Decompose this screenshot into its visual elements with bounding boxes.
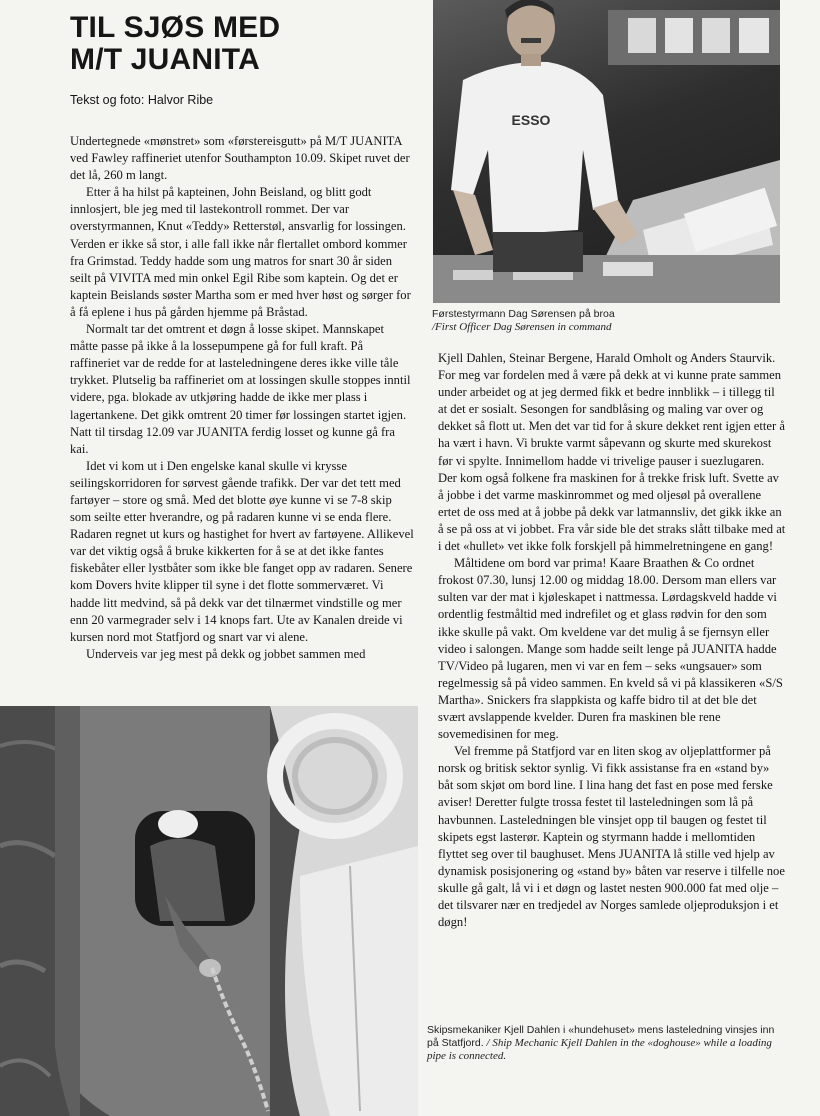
paragraph: Underveis var jeg mest på dekk og jobbet sammen med [86, 646, 366, 661]
caption-english: / Ship Mechanic Kjell Dahlen in the «doghouse» while a loading pipe is connected. [427, 1037, 772, 1062]
paragraph: Idet vi kom ut i Den engelske kanal skulle vi krysse seilingskorridoren for sørvest gående trafikk. Der var det tett med fartøyer – store og små. Med det blotte øye kunne vi se 7-8 skip som seilte etter hverandre, og på radaren kunne vi se enda flere. Radaren regnet ut kurs og hastighet for hvert av fartøyene. Allikevel var det viktig også å bruke kikkerten for å se at det ikke fantes fiskebåter eller lystbåter som ikke ble fanget opp av radaren. Senere kom Dovers hvite klipper til syne i det flotte sommerværet. Vi hadde litt medvind, så på dekk var det tilnærmet vindstille og mer enn 20 varmegrader selv i 14 knops fart. Ute av Kanalen dreide vi kursen nord mot Statfjord og snart var vi alene. [70, 458, 414, 644]
byline: Tekst og foto: Halvor Ribe [70, 93, 214, 107]
paragraph: Etter å ha hilst på kapteinen, John Beisland, og blitt godt innlosjert, ble jeg med til lastekontroll rommet. Der var overstyrmannen, Knut «Teddy» Retterstøl, ansvarlig for lossingen. Verden er ikke så stor, i alle fall ikke når flertallet ombord kommer fra Grimstad. Teddy hadde som ung matros for snart 30 år siden seilt på VIVITA med min onkel Egil Ribe som kaptein. Og det er kaptein Beislands søster Martha som er med hver høst og sørger for å få eplene i hus på gården hjemme på Bråstad. [70, 185, 411, 319]
photo-ship-mechanic-illustration [0, 706, 418, 1116]
caption-english: /First Officer Dag Sørensen in command [432, 321, 612, 333]
article-column-2 [438, 350, 786, 931]
photo-first-officer [433, 0, 780, 303]
article-title [70, 12, 430, 76]
paragraph: Måltidene om bord var prima! Kaare Braathen & Co ordnet frokost 07.30, lunsj 12.00 og middag 18.00. Dersom man ellers var sulten var der mat i kjøleskapet i nattmessa. Lørdagskveld hadde vi ordentlig festmåltid med indrefilet og et glass rødvin for den som ikke skulle på vakt. Om kveldene var det mulig å se fjernsyn eller video i salongen. Mange som hadde seilt lenge på JUANITA hadde TV/Video på lugaren, men vi var en fem – seks «ungsauer» som regelmessig så på video sammen. En kveld så vi på klassikeren «S/S Martha». Snickers fra slappkista og kaffe bidro til at det ble det svært avslappende kvelder. Duren fra maskinen ble rene sovemedisinen for meg. [438, 556, 783, 742]
caption-first-officer [432, 308, 792, 334]
article-column-1 [70, 133, 415, 663]
caption-ship-mechanic [427, 1024, 787, 1063]
caption-norwegian: Førstestyrmann Dag Sørensen på broa [432, 308, 615, 320]
title-line-1: TIL SJØS MED [70, 11, 281, 44]
shirt-logo-text: ESSO [511, 112, 551, 128]
photo-ship-mechanic [0, 706, 418, 1116]
paragraph: Vel fremme på Statfjord var en liten skog av oljeplattformer på norsk og britisk sektor synlig. Vi fikk assistanse fra en «stand by» båt som skjøt om bord line. I lina hang det fast en pose med ferske aviser! Deretter fulgte trossa festet til lasteledningen som lå på havbunnen. Lasteledningen ble vinsjet opp til baugen og festet til skipets egst lasterør. Kaptein og styrmann hadde i mellomtiden flyttet seg over til baughuset. Mens JUANITA lå stille ved hjelp av dynamisk posisjonering og «stand by» båten var reserve i tilfelle noe skulle gå galt, lå vi i et døgn og lastet nesten 900.000 fat med olje – det tilsvarer nær en tredjedel av Norges samlede oljeproduksjon i et døgn! [438, 744, 785, 930]
title-line-2: M/T JUANITA [70, 43, 260, 76]
paragraph: Normalt tar det omtrent et døgn å losse skipet. Mannskapet måtte passe på ikke å la lossepumpene gå for full kraft. På raffineriet var de redde for at lasteledningene deres ikke ville tåle trykket. Plutselig ba raffineriet om at lossingen skulle stoppes inntil videre, pga. blokade av utkjøring hadde de ikke mer plass i lagertankene. Det gikk omtrent 20 timer før lossingen startet igjen. Natt til tirsdag 12.09 var JUANITA ferdig losset og kunne gå fra kai. [70, 322, 411, 456]
photo-first-officer-illustration [433, 0, 780, 303]
caption-norwegian: Skipsmekaniker Kjell Dahlen i «hundehuset» mens lasteledning vinsjes inn på Statfjord. [427, 1024, 775, 1049]
paragraph: Kjell Dahlen, Steinar Bergene, Harald Omholt og Anders Staurvik. For meg var fordelen med å være på dekk at vi kunne prate sammen under arbeidet og at jeg dermed fikk et bedre innblikk – i tillegg til at det er sosialt. Sesongen for sandblåsing og maling var over og dekket så flott ut. Men det var tid for å skure dekket rent igjen etter å ha vært i havn. Vi brukte varmt såpevann og skurte med skurekost før vi spylte. Innimellom hadde vi trivelige pauser i suezlugaren. Der kom også folkene fra maskinen for å trekke frisk luft. Svette av å jobbe i det varme maskinrommet og med oljesøl på overallene ertet de oss med at å jobbe på dekk var latmannsliv, det gikk ikke an å se på oss at vi jobbet. Fra vår side ble det straks slått tilbake med at i det «hullet» vet ikke folk forskjell på himmelretningene en gang! [438, 351, 786, 554]
paragraph: Undertegnede «mønstret» som «førstereisgutt» på M/T JUANITA ved Fawley raffineriet utenfor Southampton 10.09. Skipet ruvet der det lå, 260 m langt. [70, 134, 410, 183]
